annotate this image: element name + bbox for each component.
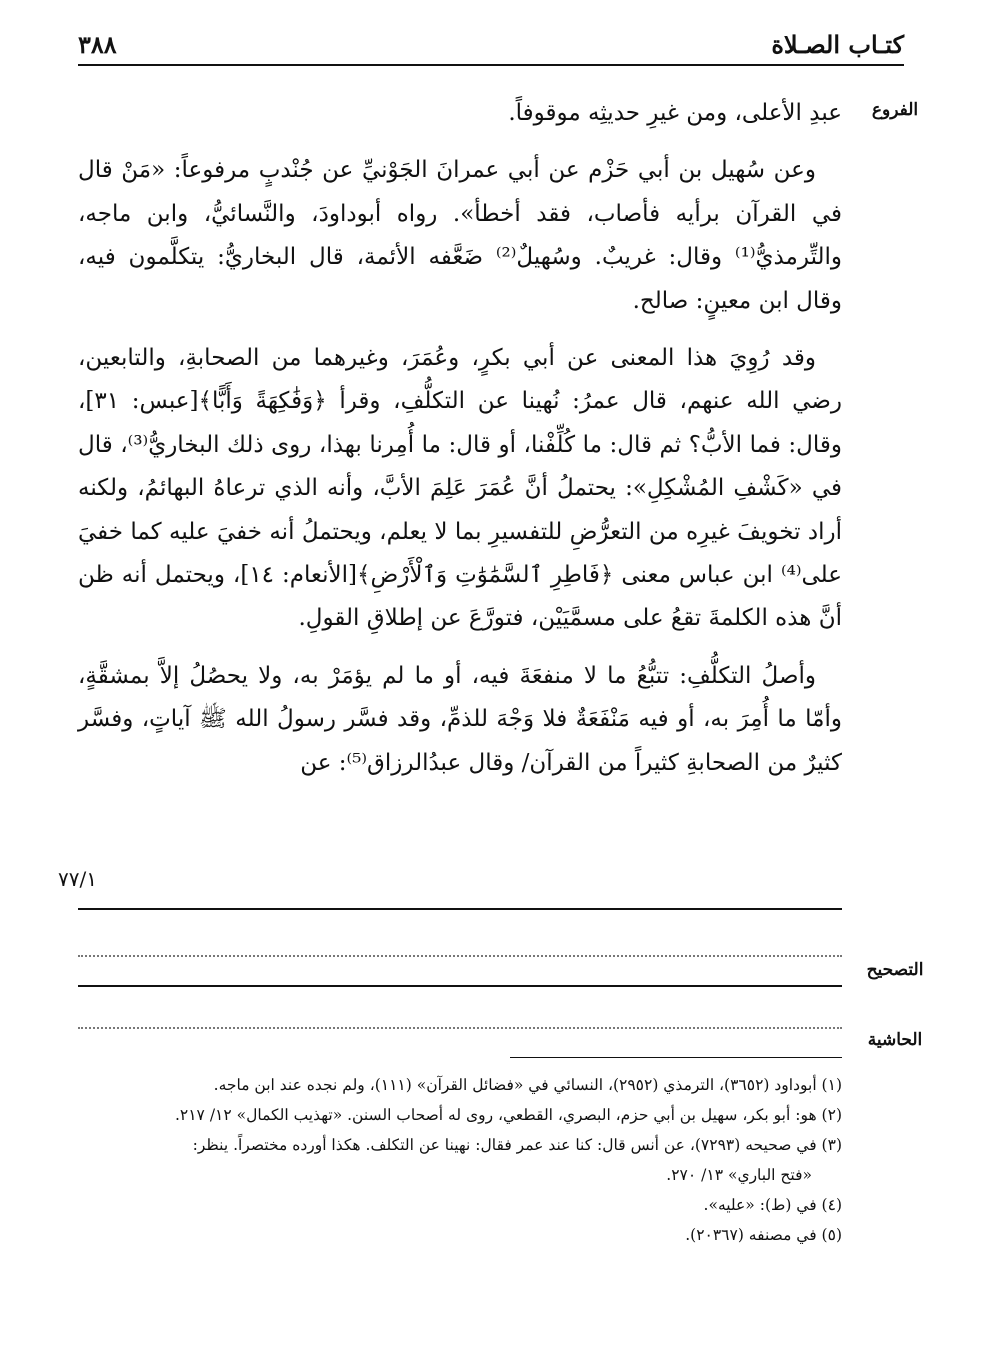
footnote: (٥) في مصنفه (٢٠٣٦٧).	[685, 1226, 842, 1244]
paragraph: عبدِ الأعلى، ومن غيرِ حديثِه موقوفاً.	[508, 100, 842, 126]
correction-dotted-line	[78, 955, 842, 957]
paragraph: وعن سُهيل بن أبي حَزْم عن أبي عمرانَ الجَوْنيِّ عن جُنْدبٍ مرفوعاً: «مَنْ قال في القرآن برأيه فأصاب، فقد أخطأ». رواه أبوداودَ، والنَّسائيُّ، وابن ماجه، والتِّرمذيُّ⁽¹⁾ وقال: غريبٌ. وسُهيلٌ⁽²⁾ ضَعَّفه الأئمة، قال البخاريُّ: يتكلَّمون فيه، وقال ابن معينٍ: صالح.	[78, 157, 843, 314]
footnote-separator	[510, 1057, 842, 1058]
chapter-title: كتـاب الصـلاة	[771, 30, 904, 59]
paragraph: وأصلُ التكلُّفِ: تتبُّعُ ما لا منفعَةَ فيه، أو ما لم يؤمَرْ به، ولا يحصُلُ إلاَّ بمشقَّةٍ، وأمّا ما أُمِرَ به، أو فيه مَنْفَعَةٌ فلا وَجْهَ للذمِّ، وقد فسَّر رسولُ الله ﷺ آياتٍ، وفسَّر كثيرٌ من الصحابةِ كثيراً من القرآن/ وقال عبدُالرزاق⁽⁵⁾: عن	[78, 662, 842, 776]
footnotes	[78, 1070, 842, 1250]
footnote-continuation: «فتح الباري» ١٣/ ٢٧٠.	[666, 1166, 812, 1184]
footnote: (٤) في (ط): «عليه».	[703, 1196, 842, 1214]
correction-rule	[78, 985, 842, 987]
paragraph: وقد رُوِيَ هذا المعنى عن أبي بكرٍ، وعُمَرَ، وغيرهما من الصحابةِ، والتابعين، رضي الله عنهم، قال عمرُ: نُهينا عن التكلُّفِ، وقرأ ﴿وَفَٰكِهَةً وَأَبًّا﴾[عبس: ٣١]، وقال: فما الأبُّ؟ ثم قال: ما كُلِّفْنا، أو قال: ما أُمِرنا بهذا، روى ذلك البخاريُّ⁽³⁾، قال في «كَشْفِ المُشْكِلِ»: يحتملُ أنَّ عُمَرَ عَلِمَ الأبَّ، وأنه الذي ترعاهُ البهائمُ، ولكنه أراد تخويفَ غيرِه من التعرُّضِ للتفسيرِ بما لا يعلم، ويحتملُ أنه خفيَ عليه كما خفيَ على⁽⁴⁾ ابن عباس معنى ﴿فَاطِرِ ٱلسَّمَٰوَٰتِ وَٱلْأَرْضِ﴾[الأنعام: ١٤]، ويحتمل أنه ظن أنَّ هذه الكلمةَ تقعُ على مسمَّيَيْن، فتورَّعَ عن إطلاقِ القولِ.	[78, 345, 842, 632]
section-label: الفروع	[871, 100, 919, 120]
running-header	[78, 30, 904, 60]
footnote: (٣) في صحيحه (٧٢٩٣)، عن أنس قال: كنا عند عمر فقال: نهينا عن التكلف. هكذا أورده مختصراً. ينظر:	[192, 1136, 842, 1154]
annotation-label: الحاشية	[867, 1030, 923, 1050]
page-number: ٣٨٨	[78, 30, 117, 59]
header-rule	[78, 64, 904, 66]
footnote: (٢) هو: أبو بكر، سهيل بن أبي حزم، البصري، القطعي، روى له أصحاب السنن. «تهذيب الكمال» ١٢/ ٢١٧.	[174, 1106, 842, 1124]
main-text	[78, 92, 842, 785]
correction-label: التصحيح	[866, 960, 924, 980]
footnote: (١) أبوداود (٣٦٥٢)، الترمذي (٢٩٥٢)، النسائي في «فضائل القرآن» (١١١)، ولم نجده عند ابن ماجه.	[213, 1076, 842, 1094]
text-end-rule	[78, 908, 842, 910]
page-reference: ٧٧/١	[58, 867, 97, 891]
annotation-dotted-line	[78, 1027, 842, 1029]
